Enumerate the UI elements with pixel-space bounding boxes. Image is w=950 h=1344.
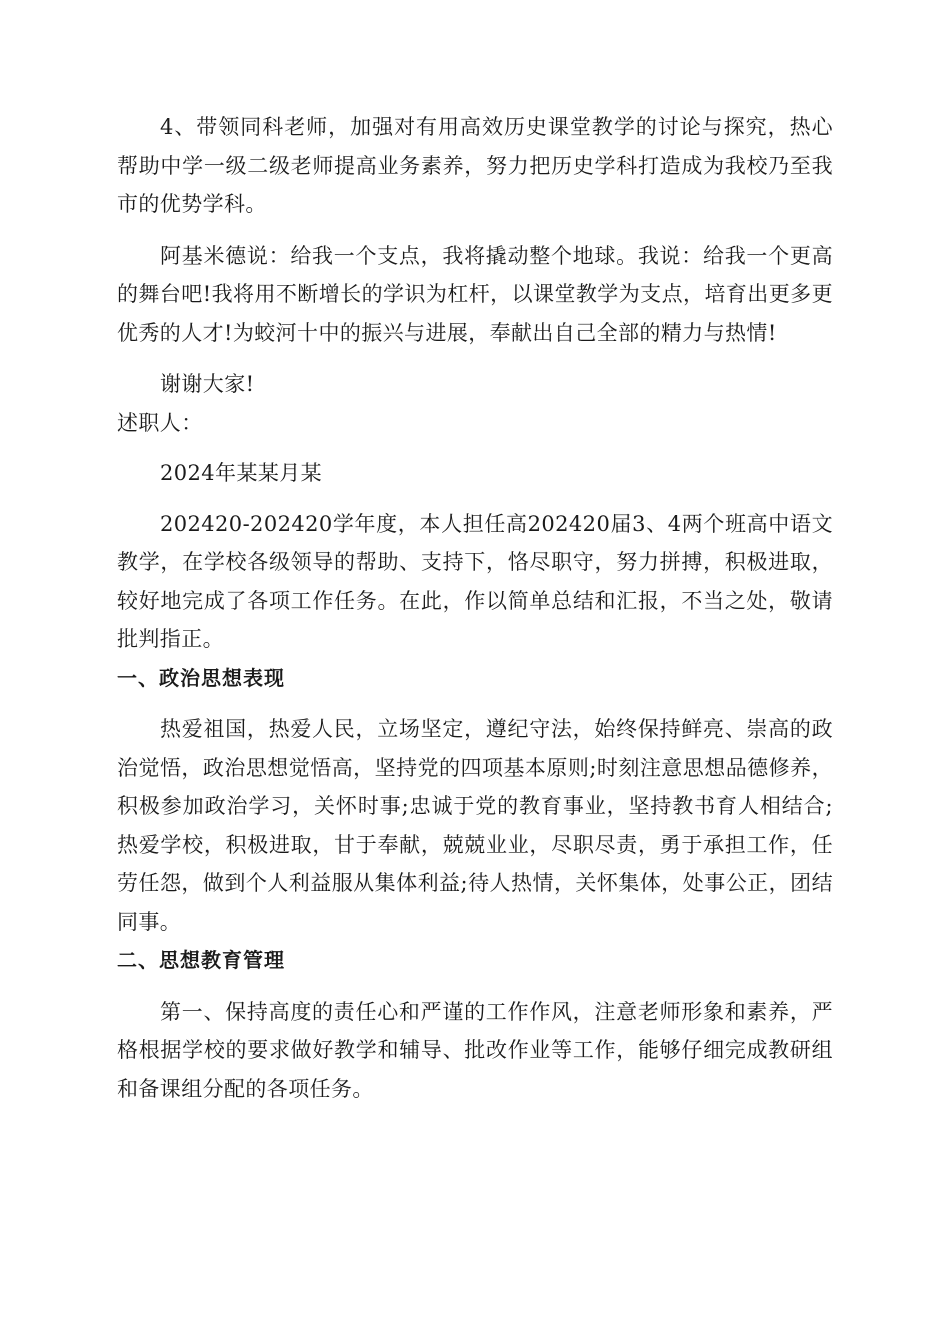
paragraph-history-subject: 4、带领同科老师，加强对有用高效历史课堂教学的讨论与探究，热心帮助中学一级二级老师提高业务素养，努力把历史学科打造成为我校乃至我市的优势学科。 — [117, 115, 833, 216]
report-date: 2024年某某月某 — [160, 461, 323, 485]
reporter-label: 述职人： — [117, 410, 203, 435]
paragraph-archimedes-quote: 阿基米德说：给我一个支点，我将撬动整个地球。我说：给我一个更高的舞台吧!我将用不断增长的学识为杠杆，以课堂教学为支点，培育出更多更优秀的人才!为蛟河十中的振兴与进展，奉献出自己全部的精力与热情! — [117, 243, 833, 345]
section-heading-political: 一、政治思想表现 — [117, 665, 285, 690]
paragraph-responsibility: 第一、保持高度的责任心和严谨的工作作风，注意老师形象和素养，严格根据学校的要求做好教学和辅导、批改作业等工作，能够仔细完成教研组和备课组分配的各项任务。 — [117, 999, 833, 1101]
paragraph-political-performance: 热爱祖国，热爱人民，立场坚定，遵纪守法，始终保持鲜亮、崇高的政治觉悟，政治思想觉悟高，坚持党的四项基本原则;时刻注意思想品德修养，积极参加政治学习，关怀时事;忠诚于党的教育事业，坚持教书育人相结合;热爱学校，积极进取，甘于奉献，兢兢业业，尽职尽责，勇于承担工作，任劳任怨，做到个人利益服从集体利益;待人热情，关怀集体，处事公正，团结同事。 — [117, 717, 833, 934]
paragraph-thanks: 谢谢大家! — [160, 372, 255, 396]
paragraph-school-year-intro: 202420-202420学年度，本人担任高202420届3、4两个班高中语文教学，在学校各级领导的帮助、支持下，恪尽职守，努力拼搏，积极进取，较好地完成了各项工作任务。在此，作以简单总结和汇报，不当之处，敬请批判指正。 — [117, 511, 833, 651]
document-page — [117, 108, 833, 1108]
section-heading-education-management: 二、思想教育管理 — [117, 948, 285, 972]
